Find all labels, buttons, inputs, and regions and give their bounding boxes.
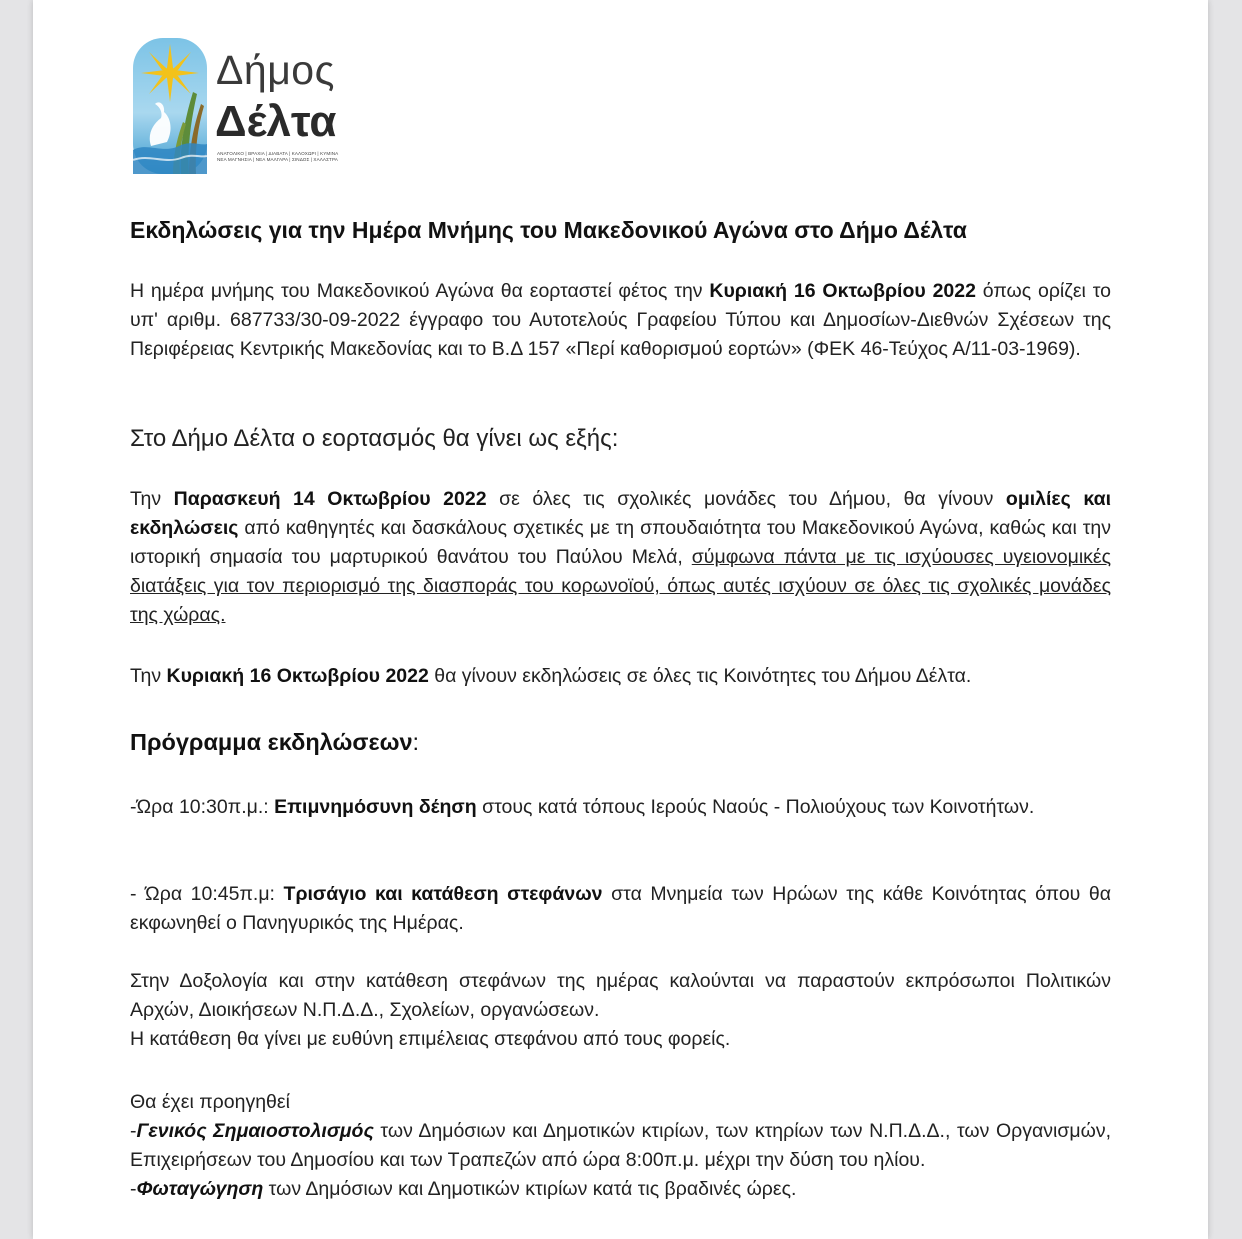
doxology-responsibility: Η κατάθεση θα γίνει με ευθύνη επιμέλειας στεφάνου από τους φορείς. (130, 1028, 731, 1050)
program-heading: Πρόγραμμα εκδηλώσεων: (130, 729, 420, 755)
municipality-logo (133, 38, 343, 178)
logo-towns-list (217, 151, 347, 163)
document-title: Εκδηλώσεις για την Ημέρα Μνήμης του Μακεδονικού Αγώνα στο Δήμο Δέλτα (130, 217, 967, 243)
logo-word-municipality: Δήμος (216, 47, 335, 93)
health-rules-note: σύμφωνα πάντα με τις ισχύουσες υγειονομικές διατάξεις για τον περιορισμό της διασποράς του κορωνοϊού, όπως αυτές ισχύουν σε όλες τις σχολικές μονάδες της χώρας. (130, 546, 1111, 626)
program-item-wreaths: - Ώρα 10:45π.μ: Τρισάγιο και κατάθεση στεφάνων στα Μνημεία των Ηρώων της κάθε Κοινότητας όπου θα εκφωνηθεί ο Πανηγυρικός της Ημέρας. (130, 883, 1112, 934)
sunday-paragraph: Την Κυριακή 16 Οκτωβρίου 2022 θα γίνουν εκδηλώσεις σε όλες τις Κοινότητες του Δήμου Δέλτα. (130, 665, 972, 687)
logo-word-delta: Δέλτα (215, 97, 337, 146)
document-page (33, 0, 1208, 1239)
preceded-intro: Θα έχει προηγηθεί (130, 1091, 290, 1113)
program-item-memorial: -Ώρα 10:30π.μ.: Επιμνημόσυνη δέηση στους κατά τόπους Ιερούς Ναούς - Πολιούχους των Κοινοτήτων. (130, 796, 1035, 818)
celebration-subheading: Στο Δήμο Δέλτα ο εορτασμός θα γίνει ως εξής: (130, 425, 619, 452)
friday-paragraph: Την Παρασκευή 14 Οκτωβρίου 2022 σε όλες τις σχολικές μονάδες του Δήμου, θα γίνουν ομιλίες και εκδηλώσεις από καθηγητές και δασκάλους σχετικές με τη σπουδαιότητα του Μακεδονικού Αγώνα, καθώς και την ιστορική σημασία του μαρτυρικού θανάτου του Παύλου Μελά, σύμφωνα πάντα με τις ισχύουσες υγειονομικές διατάξεις για τον περιορισμό της διασποράς του κορωνοϊού, όπως αυτές ισχύουν σε όλες τις σχολικές μονάδες της χώρας. (130, 488, 1112, 626)
logo-towns-line: ΑΝΑΤΟΛΙΚΟ | ΒΡΑΧΙΑ | ΔΙΑΒΑΤΑ | ΚΑΛΟΧΩΡΙ | ΚΥΜΙΝΑ (217, 151, 339, 156)
doxology-invite: Στην Δοξολογία και στην κατάθεση στεφάνων της ημέρας καλούνται να παραστούν εκπρόσωποι Πολιτικών Αρχών, Διοικήσεων Ν.Π.Δ.Δ., Σχολείων, οργανώσεων. (130, 970, 1111, 1021)
intro-paragraph: Η ημέρα μνήμης του Μακεδονικού Αγώνα θα εορταστεί φέτος την Κυριακή 16 Οκτωβρίου 2022 όπως ορίζει το υπ' αριθμ. 687733/30-09-2022 έγγραφο του Αυτοτελούς Γραφείου Τύπου και Δημοσίων-Διεθνών Σχέσεων της Περιφέρειας Κεντρικής Μακεδονίας και το Β.Δ 157 «Περί καθορισμού εορτών» (ΦΕΚ 46-Τεύχος Α/11-03-1969). (130, 280, 1111, 360)
delta-emblem-icon (133, 38, 207, 174)
logo-towns-line: ΝΕΑ ΜΑΓΝΗΣΙΑ | ΝΕΑ ΜΑΛΓΑΡΑ | ΣΙΝΔΟΣ | ΧΑΛΑΣΤΡΑ (217, 157, 338, 162)
illumination-item: -Φωταγώγηση των Δημόσιων και Δημοτικών κτιρίων κατά τις βραδινές ώρες. (130, 1178, 797, 1200)
preceded-section (130, 1088, 1111, 1204)
doxology-paragraph (130, 967, 1111, 1054)
flag-decoration-item: -Γενικός Σημαιοστολισμός των Δημόσιων και Δημοτικών κτιρίων, των κτηρίων των Ν.Π.Δ.Δ., των Οργανισμών, Επιχειρήσεων του Δημοσίου και των Τραπεζών από ώρα 8:00π.μ. μέχρι την δύση του ηλίου. (130, 1120, 1111, 1171)
